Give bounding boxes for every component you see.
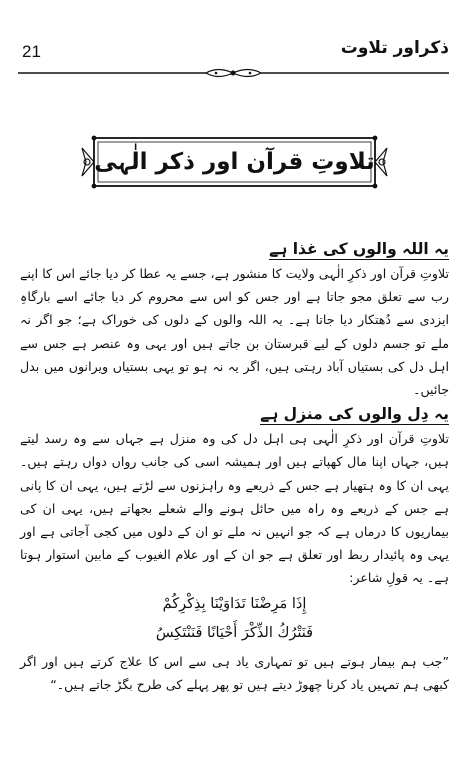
header-ornament-rule bbox=[18, 66, 449, 80]
section-heading-destination: یہ دِل والوں کی منزل ہے bbox=[260, 405, 449, 424]
poetry-verse-2: فَنَتْرُكُ الذِّكْرَ أَحْيَانًا فَنَنْتَكِسُ bbox=[155, 624, 314, 641]
running-title: ذکراور تلاوت bbox=[340, 38, 449, 58]
page-body bbox=[20, 236, 449, 696]
chapter-title: تلاوتِ قرآن اور ذکر الٰہی bbox=[94, 149, 375, 175]
paragraph: تلاوتِ قرآن اور ذکرِ الٰہی ہی اہل دل کی وہ منزل ہے جہاں سے وہ رسد لیتے ہیں، جہاں اپنا مال کھپاتے ہیں اور ہمیشہ اسی کی جانب رواں دواں رہتے ہیں۔ یہی ان کا وہ ہتھیار ہے جس کے ذریعے وہ راہزنوں سے لڑتے ہیں، یہی ان کا پانی ہے جس کے ذریعے وہ راہ میں حائل ہونے والے شعلے بجھاتے ہیں، یہی ان کی بیماریوں کا درماں ہے کہ جو انہیں نہ ملے تو ان کے دلوں میں کجی آجاتی ہے اور یہی وہ پائیدار ربط اور تعلق ہے جو ان کے اور علام الغیوب کے مابین استوار ہوتا ہے۔ یہ قولِ شاعر: bbox=[20, 431, 449, 586]
paragraph: تلاوتِ قرآن اور ذکرِ الٰہی ولایت کا منشور ہے، جسے یہ عطا کر دیا جائے اس کا اپنے رب سے تعلق مجو جاتا ہے اور جس کو اس سے محروم کر دیا جائے اسے بارگاہِ ایزدی سے دُھتکار دیا جاتا ہے۔ یہ اللہ والوں کے دلوں کی خوراک ہے؛ جو اگر نہ ملے تو جسم دلوں کے لیے قبرستان بن جاتے ہیں اور یہی وہ عنصر ہے جس سے اہل دل کی بستیاں آباد رہتی ہیں، اگر یہ نہ ہو تو یہی بستیاں ویرانوں میں بدل جائیں۔ bbox=[20, 266, 449, 398]
section-heading-food: یہ اللہ والوں کی غذا ہے bbox=[269, 240, 449, 258]
verse-translation: ”جب ہم بیمار ہوتے ہیں تو تمہاری یاد ہی سے اس کا علاج کرتے ہیں اور اگر کبھی ہم تمہیں یاد کرنا چھوڑ دیتے ہیں تو پھر پہلے کی طرح بگڑ جاتے ہیں۔“ bbox=[20, 653, 449, 692]
poetry-verse-1: إِذَا مَرِضْنَا تَدَاوَيْنَا بِذِكْرِكُمْ bbox=[162, 595, 307, 612]
page-number: 21 bbox=[22, 42, 41, 61]
